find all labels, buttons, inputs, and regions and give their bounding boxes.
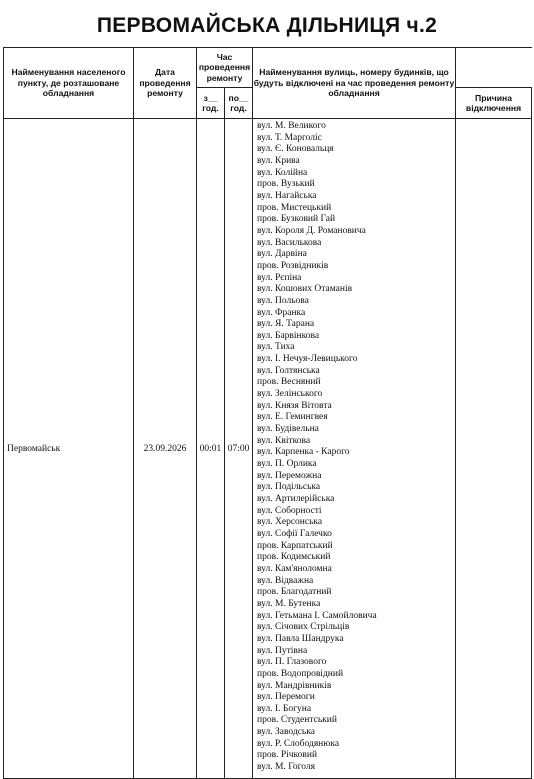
street-item: пров. Розвідників [257,260,329,271]
street-item: вул. Софії Галечко [257,528,332,539]
street-item: вул. Кошових Отаманів [257,284,353,295]
page-title: ПЕРВОМАЙСЬКА ДІЛЬНИЦЯ ч.2 [96,14,438,37]
street-item: вул. Січових Стрільців [257,622,350,633]
street-item: вул. І. Богуна [257,703,312,714]
header-from [197,88,225,119]
header-to [225,88,253,119]
street-item: вул. Соборності [257,505,322,516]
street-item: вул. Нагайська [257,190,317,201]
street-item: вул. Павла Шандрука [257,633,344,644]
street-item: вул. Франка [257,307,306,318]
street-item: вул. Тиха [257,342,295,353]
street-item: пров. Водопровідний [257,668,344,679]
street-item: пров. Річковий [257,750,318,761]
street-item: вул. М. Великого [257,121,326,131]
street-item: пров. Бузковий Гай [257,214,336,225]
street-item: вул. Є. Коновальця [257,144,334,155]
street-item: вул. Гетьмана І. Самойловича [257,610,377,621]
street-item: пров. Карпатський [257,540,333,551]
header-streets: Найменування вулиць, номеру будинків, що будуть відключені на час проведення ремонту обладнання [253,48,456,119]
header-reason: Причина відключення [456,88,532,119]
street-item: вул. Крива [257,155,300,166]
street-item: вул. Польова [257,295,309,306]
header-time: Час проведення ремонту [197,48,253,88]
street-item: пров. Благодатний [257,587,332,598]
street-item: вул. Я. Тарана [257,319,315,330]
street-item: вул. Короля Д. Романовича [257,225,366,236]
street-item: вул. Василькова [257,237,322,248]
time-from-cell: 00:01 [197,119,225,779]
street-item: вул. Кам'яноломна [257,563,332,574]
street-item: вул. Артилерійська [257,494,335,504]
street-item: пров. Вузький [257,179,315,190]
street-item: вул. Відважна [257,575,314,586]
reason-cell [456,119,532,779]
street-item: пров. Студентський [257,715,337,726]
street-item: вул. М. Бутенка [257,598,321,609]
street-list [257,121,455,774]
streets-cell [253,119,456,779]
street-item: вул. Заводська [257,727,315,738]
street-item: вул. Херсонська [257,517,323,528]
header-settlement: Найменування населеного пункту, де розташоване обладнання [4,48,134,119]
time-to-cell: 07:00 [225,119,253,779]
street-item: вул. Мандрівників [257,680,332,691]
street-item: вул. Е. Гемингвея [257,412,328,423]
settlement-cell: Первомайськ [4,119,134,779]
street-item: вул. Князя Вітовта [257,400,332,411]
street-item: вул. Карпенка - Карого [257,447,350,458]
street-item: вул. Будівельна [257,424,319,435]
street-item: вул. Р. Слободянюка [257,738,340,749]
street-item: вул. Перемоги [257,692,315,703]
street-item: вул. П. Орлика [257,459,317,470]
header-to-text: по__ год. [228,92,249,113]
street-item: вул. Квіткова [257,435,311,446]
street-item: вул. Переможна [257,470,322,481]
date-cell: 23.09.2026 [134,119,197,779]
street-item: вул. М. Гоголя [257,762,315,773]
header-from-text: з__ год. [202,92,219,113]
street-item: вул. Подільська [257,482,321,493]
street-item: вул. Колійна [257,167,308,178]
header-date: Дата проведення ремонту [134,48,197,119]
street-item: вул. І. Нечуя-Левицького [257,354,358,365]
street-item: пров. Мистецький [257,202,332,213]
street-item: пров. Весняний [257,377,321,388]
street-item: вул. Рєпіна [257,272,302,283]
street-item: вул. Голтянська [257,365,320,376]
street-item: вул. Т. Марголіс [257,132,322,143]
street-item: вул. Дарвіна [257,249,307,260]
street-item: вул. Зелінського [257,389,323,400]
street-item: вул. П. Глазового [257,657,327,668]
street-item: пров. Кодимський [257,552,331,563]
header-spacer [456,48,532,88]
street-item: вул. Путівна [257,645,308,656]
street-item: вул. Барвінкова [257,330,320,341]
outage-table [3,47,532,779]
